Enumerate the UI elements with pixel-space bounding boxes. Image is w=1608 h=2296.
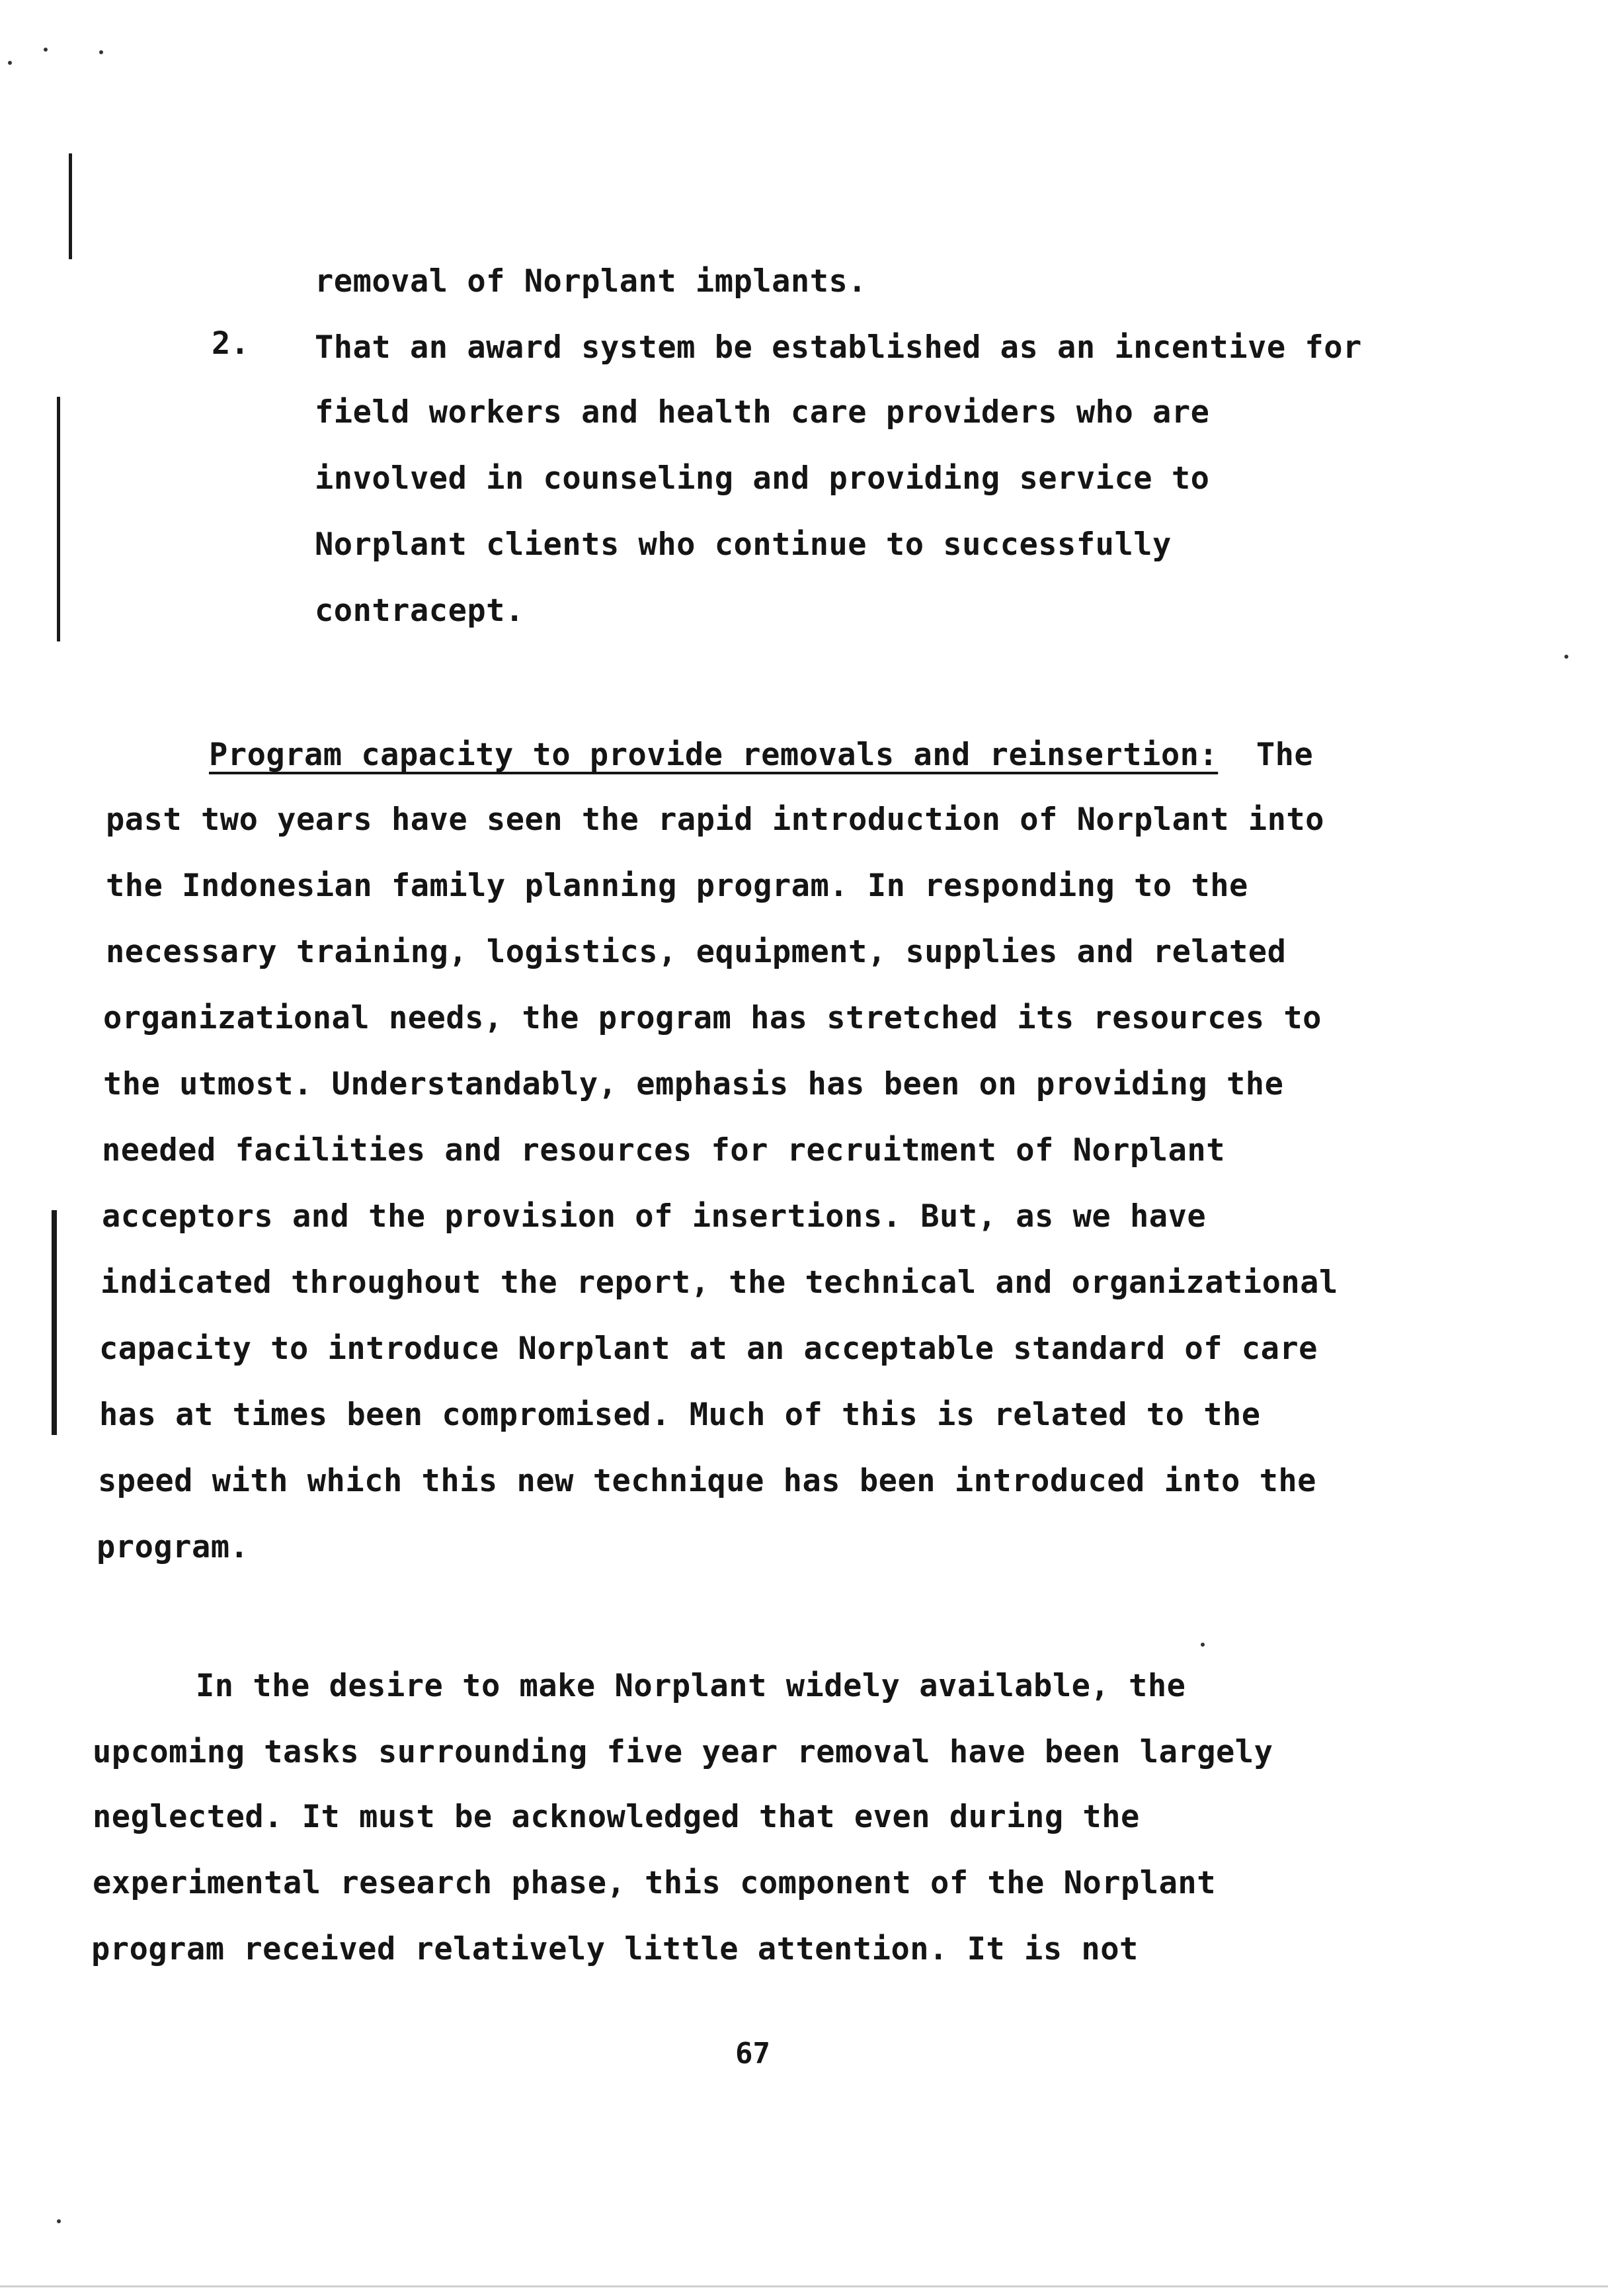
paragraph-line: In the desire to make Norplant widely available, the [196,1668,1186,1704]
page-number: 67 [735,2037,770,2070]
list-item-line: Norplant clients who continue to successfully [315,526,1172,563]
paragraph-line: program received relatively little attention. It is not [91,1931,1139,1967]
paragraph-line: the Indonesian family planning program. In responding to the [106,868,1248,904]
list-item-line: involved in counseling and providing service to [315,460,1210,497]
margin-bar-middle [57,397,60,641]
list-item-line: That an award system be established as an incentive for [315,329,1362,366]
paragraph-line: needed facilities and resources for recruitment of Norplant [102,1132,1225,1168]
scan-speck [44,48,48,52]
paragraph-line: acceptors and the provision of insertions. But, as we have [102,1198,1207,1235]
margin-bar-top [69,153,72,259]
scan-speck [1564,655,1568,659]
paragraph-line: speed with which this new technique has been introduced into the [98,1463,1316,1499]
paragraph-line: indicated throughout the report, the technical and organizational [100,1264,1338,1301]
section-first-line-tail: The [1256,737,1314,773]
paragraph-line: program. [97,1529,249,1565]
paragraph-line: organizational needs, the program has stretched its resources to [103,1000,1322,1036]
list-item-line: field workers and health care providers who are [315,394,1210,430]
scan-edge [0,2285,1608,2287]
scan-speck [8,61,12,65]
list-item-line: contracept. [315,593,524,629]
paragraph-line: neglected. It must be acknowledged that even during the [93,1799,1140,1835]
margin-bar-lower [52,1210,57,1435]
paragraph-line: necessary training, logistics, equipment, supplies and related [106,934,1287,970]
paragraph-line: experimental research phase, this component of the Norplant [93,1865,1216,1901]
scan-speck [99,50,103,54]
scan-speck [57,2219,61,2223]
paragraph-line: upcoming tasks surrounding five year removal have been largely [93,1734,1273,1770]
scan-speck [1201,1643,1205,1647]
paragraph-line: the utmost. Understandably, emphasis has been on providing the [103,1066,1284,1102]
paragraph-line: capacity to introduce Norplant at an acceptable standard of care [99,1331,1318,1367]
section-heading: Program capacity to provide removals and reinsertion: [209,737,1219,773]
section-first-line [209,735,1313,775]
paragraph-line: past two years have seen the rapid introduction of Norplant into [106,801,1324,838]
paragraph-line: has at times been compromised. Much of this is related to the [99,1397,1261,1433]
list-item-number: 2. [212,325,250,362]
list-continuation: removal of Norplant implants. [315,263,867,300]
